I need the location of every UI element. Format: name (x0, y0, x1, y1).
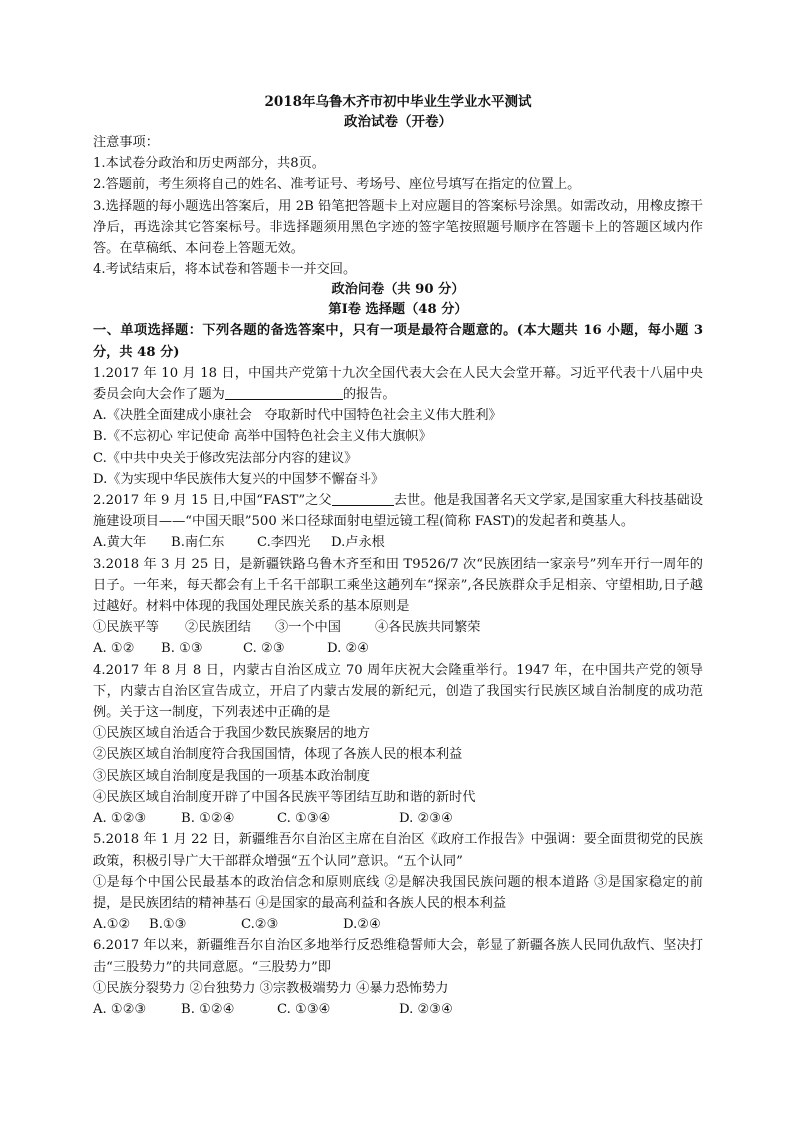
option-line: A.《决胜全面建成小康社会 夺取新时代中国特色社会主义伟大胜利》 (93, 408, 502, 424)
answer-blank (225, 385, 343, 400)
section-instruction: 一、单项选择题：下列各题的备选答案中，只有一项是最符合题意的。(本大题共 16 小题，每小题 3 分，共 48 分) (93, 323, 708, 360)
question-stem: 2.2017 年 9 月 15 日,中国“FAST”之父 去世。他是我国著名天文学家,是国家重大科技基础设施建设项目——“中国天眼”500 米口径球面射电望远镜工程(简称 FAST)的发起者和奠基人。 (93, 493, 703, 530)
exam-subtitle: 政治试卷（开卷） (344, 114, 452, 130)
option-d: D. ②④ (327, 641, 370, 657)
item: ②民族团结 (185, 620, 251, 636)
option-c: C. ①③④ (277, 811, 331, 827)
option-b: B. ①③ (161, 641, 203, 657)
option-d: D. ②③④ (399, 811, 453, 827)
notes-block (93, 132, 703, 280)
option-c: C.李四光 (257, 535, 311, 551)
option-row (93, 999, 703, 1020)
question-stem: 1.2017 年 10 月 18 日，中国共产党第十九次全国代表大会在人民大会堂开幕。习近平代表十八届中央委员会向大会作了题为 的报告。 (93, 365, 703, 403)
option-a: A. ①②③ (93, 1001, 147, 1017)
note-item: 4.考试结束后，将本试卷和答题卡一并交回。 (93, 262, 357, 278)
option-row (93, 808, 703, 829)
note-item: 3.选择题的每小题选出答案后，用 2B 铅笔把答题卡上对应题目的答案标号涂黑。如需改动，用橡皮擦干净后，再选涂其它答案标号。非选择题须用黑色字迹的签字笔按照题号顺序在答题卡上的答题区域内作答。在草稿纸、本问卷上答题无效。 (93, 198, 703, 257)
statement: ①民族分裂势力 ②台独势力 ③宗教极端势力 ④暴力恐怖势力 (93, 980, 449, 996)
option-b: B. ①②④ (181, 811, 235, 827)
exam-title: 2018年乌鲁木齐市初中毕业生学业水平测试 (264, 94, 532, 110)
option-d: D. ②③④ (399, 1001, 453, 1017)
section-title: 政治问卷（共 90 分） (331, 282, 465, 298)
option-row (93, 532, 703, 553)
question-1 (93, 363, 703, 490)
statement: ④民族区域自治制度开辟了中国各民族平等团结互助和谐的新时代 (93, 789, 476, 805)
option-a: A. ①② (93, 641, 135, 657)
option-b: B. ①②④ (181, 1001, 235, 1017)
option-line: B.《不忘初心 牢记使命 高举中国特色社会主义伟大旗帜》 (93, 429, 432, 445)
statement: ①民族区域自治适合于我国少数民族聚居的地方 (93, 726, 370, 742)
option-line: C.《中共中央关于修改宪法部分内容的建议》 (93, 450, 358, 466)
notes-heading: 注意事项： (93, 135, 159, 150)
option-c: C. ②③ (243, 641, 285, 657)
note-item: 1.本试卷分政治和历史两部分，共8页。 (93, 156, 325, 172)
item: ④各民族共同繁荣 (375, 620, 481, 636)
option-c: C. ①③④ (277, 1001, 331, 1017)
note-item: 2.答题前，考生须将自己的姓名、准考证号、考场号、座位号填写在指定的位置上。 (93, 177, 581, 193)
item-row (93, 617, 703, 638)
option-b: B.南仁东 (171, 535, 225, 551)
item: ③一个中国 (275, 620, 341, 636)
statement: ①是每个中国公民最基本的政治信念和原则底线 ②是解决我国民族问题的根本道路 ③是国家稳定的前提，是民族团结的精神基石 ④是国家的最高利益和各族人民的根本利益 (93, 874, 703, 911)
question-stem: 3.2018 年 3 月 25 日，是新疆铁路乌鲁木齐至和田 T9526/7 次“民族团结一家亲号”列车开行一周年的日子。一年来，每天都会有上千名干部职工乘坐这趟列车“探亲”,各民族群众手足相亲、守望相助,日子越过越好。材料中体现的我国处理民族关系的基本原则是 (93, 556, 703, 615)
item: ①民族平等 (93, 620, 159, 636)
question-4 (93, 660, 703, 830)
option-a: A.黄大年 (93, 535, 147, 551)
option-c: C.②③ (241, 917, 279, 933)
statement: ③民族区域自治制度是我国的一项基本政治制度 (93, 768, 370, 784)
part-title: 第Ⅰ卷 选择题（48 分） (328, 302, 468, 318)
option-row (93, 914, 703, 935)
option-d: D.②④ (343, 917, 381, 933)
option-a: A.①② (93, 917, 131, 933)
option-d: D.卢永根 (331, 535, 385, 551)
question-stem: 6.2017 年以来，新疆维吾尔自治区多地举行反恐维稳誓师大会，彰显了新疆各族人民同仇敌忾、坚决打击“三股势力”的共同意愿。“三股势力”即 (93, 938, 703, 975)
question-stem: 4.2017 年 8 月 8 日，内蒙古自治区成立 70 周年庆祝大会隆重举行。1947 年，在中国共产党的领导下，内蒙古自治区宣告成立，开启了内蒙古发展的新纪元，创造了我国实行民族区域自治制度的成功范例。关于这一制度，下列表述中正确的是 (93, 662, 703, 721)
question-5 (93, 829, 703, 935)
option-line: D.《为实现中华民族伟大复兴的中国梦不懈奋斗》 (93, 471, 385, 487)
statement: ②民族区域自治制度符合我国国情，体现了各族人民的根本利益 (93, 747, 463, 763)
question-6 (93, 935, 703, 1020)
answer-blank (332, 491, 394, 506)
question-3 (93, 554, 703, 660)
question-2 (93, 490, 703, 554)
option-a: A. ①②③ (93, 811, 147, 827)
question-stem: 5.2018 年 1 月 22 日，新疆维吾尔自治区主席在自治区《政府工作报告》中强调：要全面贯彻党的民族政策，积极引导广大干部群众增强“五个认同”意识。“五个认同” (93, 832, 703, 869)
exam-page (93, 92, 708, 1020)
option-b: B.①③ (149, 917, 187, 933)
option-row (93, 638, 703, 659)
